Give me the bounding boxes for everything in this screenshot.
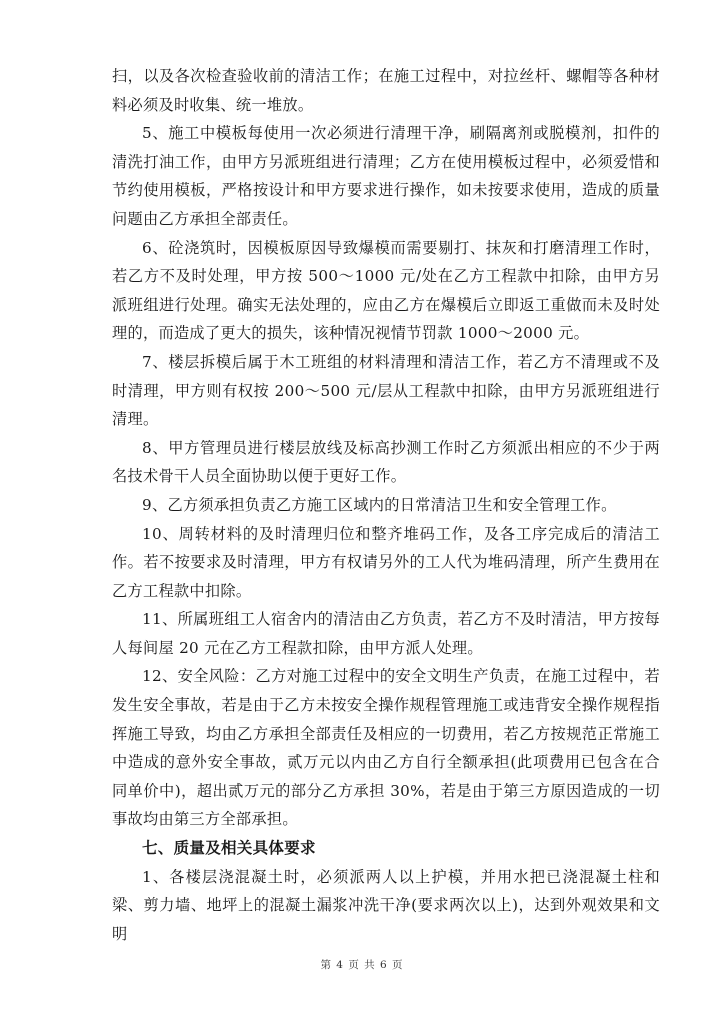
paragraph-item-10: 10、周转材料的及时清理归位和整齐堆码工作，及各工序完成后的清洁工作。若不按要求及时清理，甲方有权请另外的工人代为堆码清理，所产生费用在乙方工程款中扣除。 [112,524,660,600]
document-body [112,62,660,948]
paragraph-item-9: 9、乙方须承担负责乙方施工区域内的日常清洁卫生和安全管理工作。 [142,495,617,514]
paragraph-item-8: 8、甲方管理员进行楼层放线及标高抄测工作时乙方须派出相应的不少于两名技术骨干人员全面协助以便于更好工作。 [112,438,660,486]
paragraph-item-12: 12、安全风险：乙方对施工过程中的安全文明生产负责，在施工过程中，若发生安全事故，若是由于乙方未按安全操作规程管理施工或违背安全操作规程指挥施工导致，均由乙方承担全部责任及相应的一切费用，若乙方按规范正常施工中造成的意外安全事故，贰万元以内由乙方自行全额承担(此项费用已包含在合同单价中)，超出贰万元的部分乙方承担 30%，若是由于第三方原因造成的一切事故均由第三方全部承担。 [112,667,660,829]
section-heading: 七、质量及相关具体要求 [142,838,316,858]
paragraph-continuation: 扫，以及各次检查验收前的清洁工作；在施工过程中，对拉丝杆、螺帽等各种材料必须及时收集、统一堆放。 [112,67,660,114]
paragraph-item-5: 5、施工中模板每使用一次必须进行清理干净，刷隔离剂或脱模剂，扣件的清洗打油工作，由甲方另派班组进行清理；乙方在使用模板过程中，必须爱惜和节约使用模板，严格按设计和甲方要求进行操作，如未按要求使用，造成的质量问题由乙方承担全部责任。 [112,124,660,228]
page-number-footer: 第 4 页 共 6 页 [320,959,404,971]
paragraph-item-7: 7、楼层拆模后属于木工班组的材料清理和清洁工作，若乙方不清理或不及时清理，甲方则有权按 200～500 元/层从工程款中扣除，由甲方另派班组进行清理。 [112,352,660,429]
paragraph-quality-1: 1、各楼层浇混凝土时，必须派两人以上护模，并用水把已浇混凝土柱和梁、剪力墙、地坪上的混凝土漏浆冲洗干净(要求两次以上)，达到外观效果和文明 [112,867,660,943]
paragraph-item-6: 6、砼浇筑时，因模板原因导致爆模而需要剔打、抹灰和打磨清理工作时，若乙方不及时处理，甲方按 500～1000 元/处在乙方工程款中扣除，由甲方另派班组进行处理。确实无法处理的，应由乙方在爆模后立即返工重做而未及时处理的，而造成了更大的损失，该种情况视情节罚款 1000～2000 元。 [112,238,660,343]
paragraph-item-11: 11、所属班组工人宿舍内的清洁由乙方负责，若乙方不及时清洁，甲方按每人每间屋 20 元在乙方工程款扣除，由甲方派人处理。 [112,610,660,657]
